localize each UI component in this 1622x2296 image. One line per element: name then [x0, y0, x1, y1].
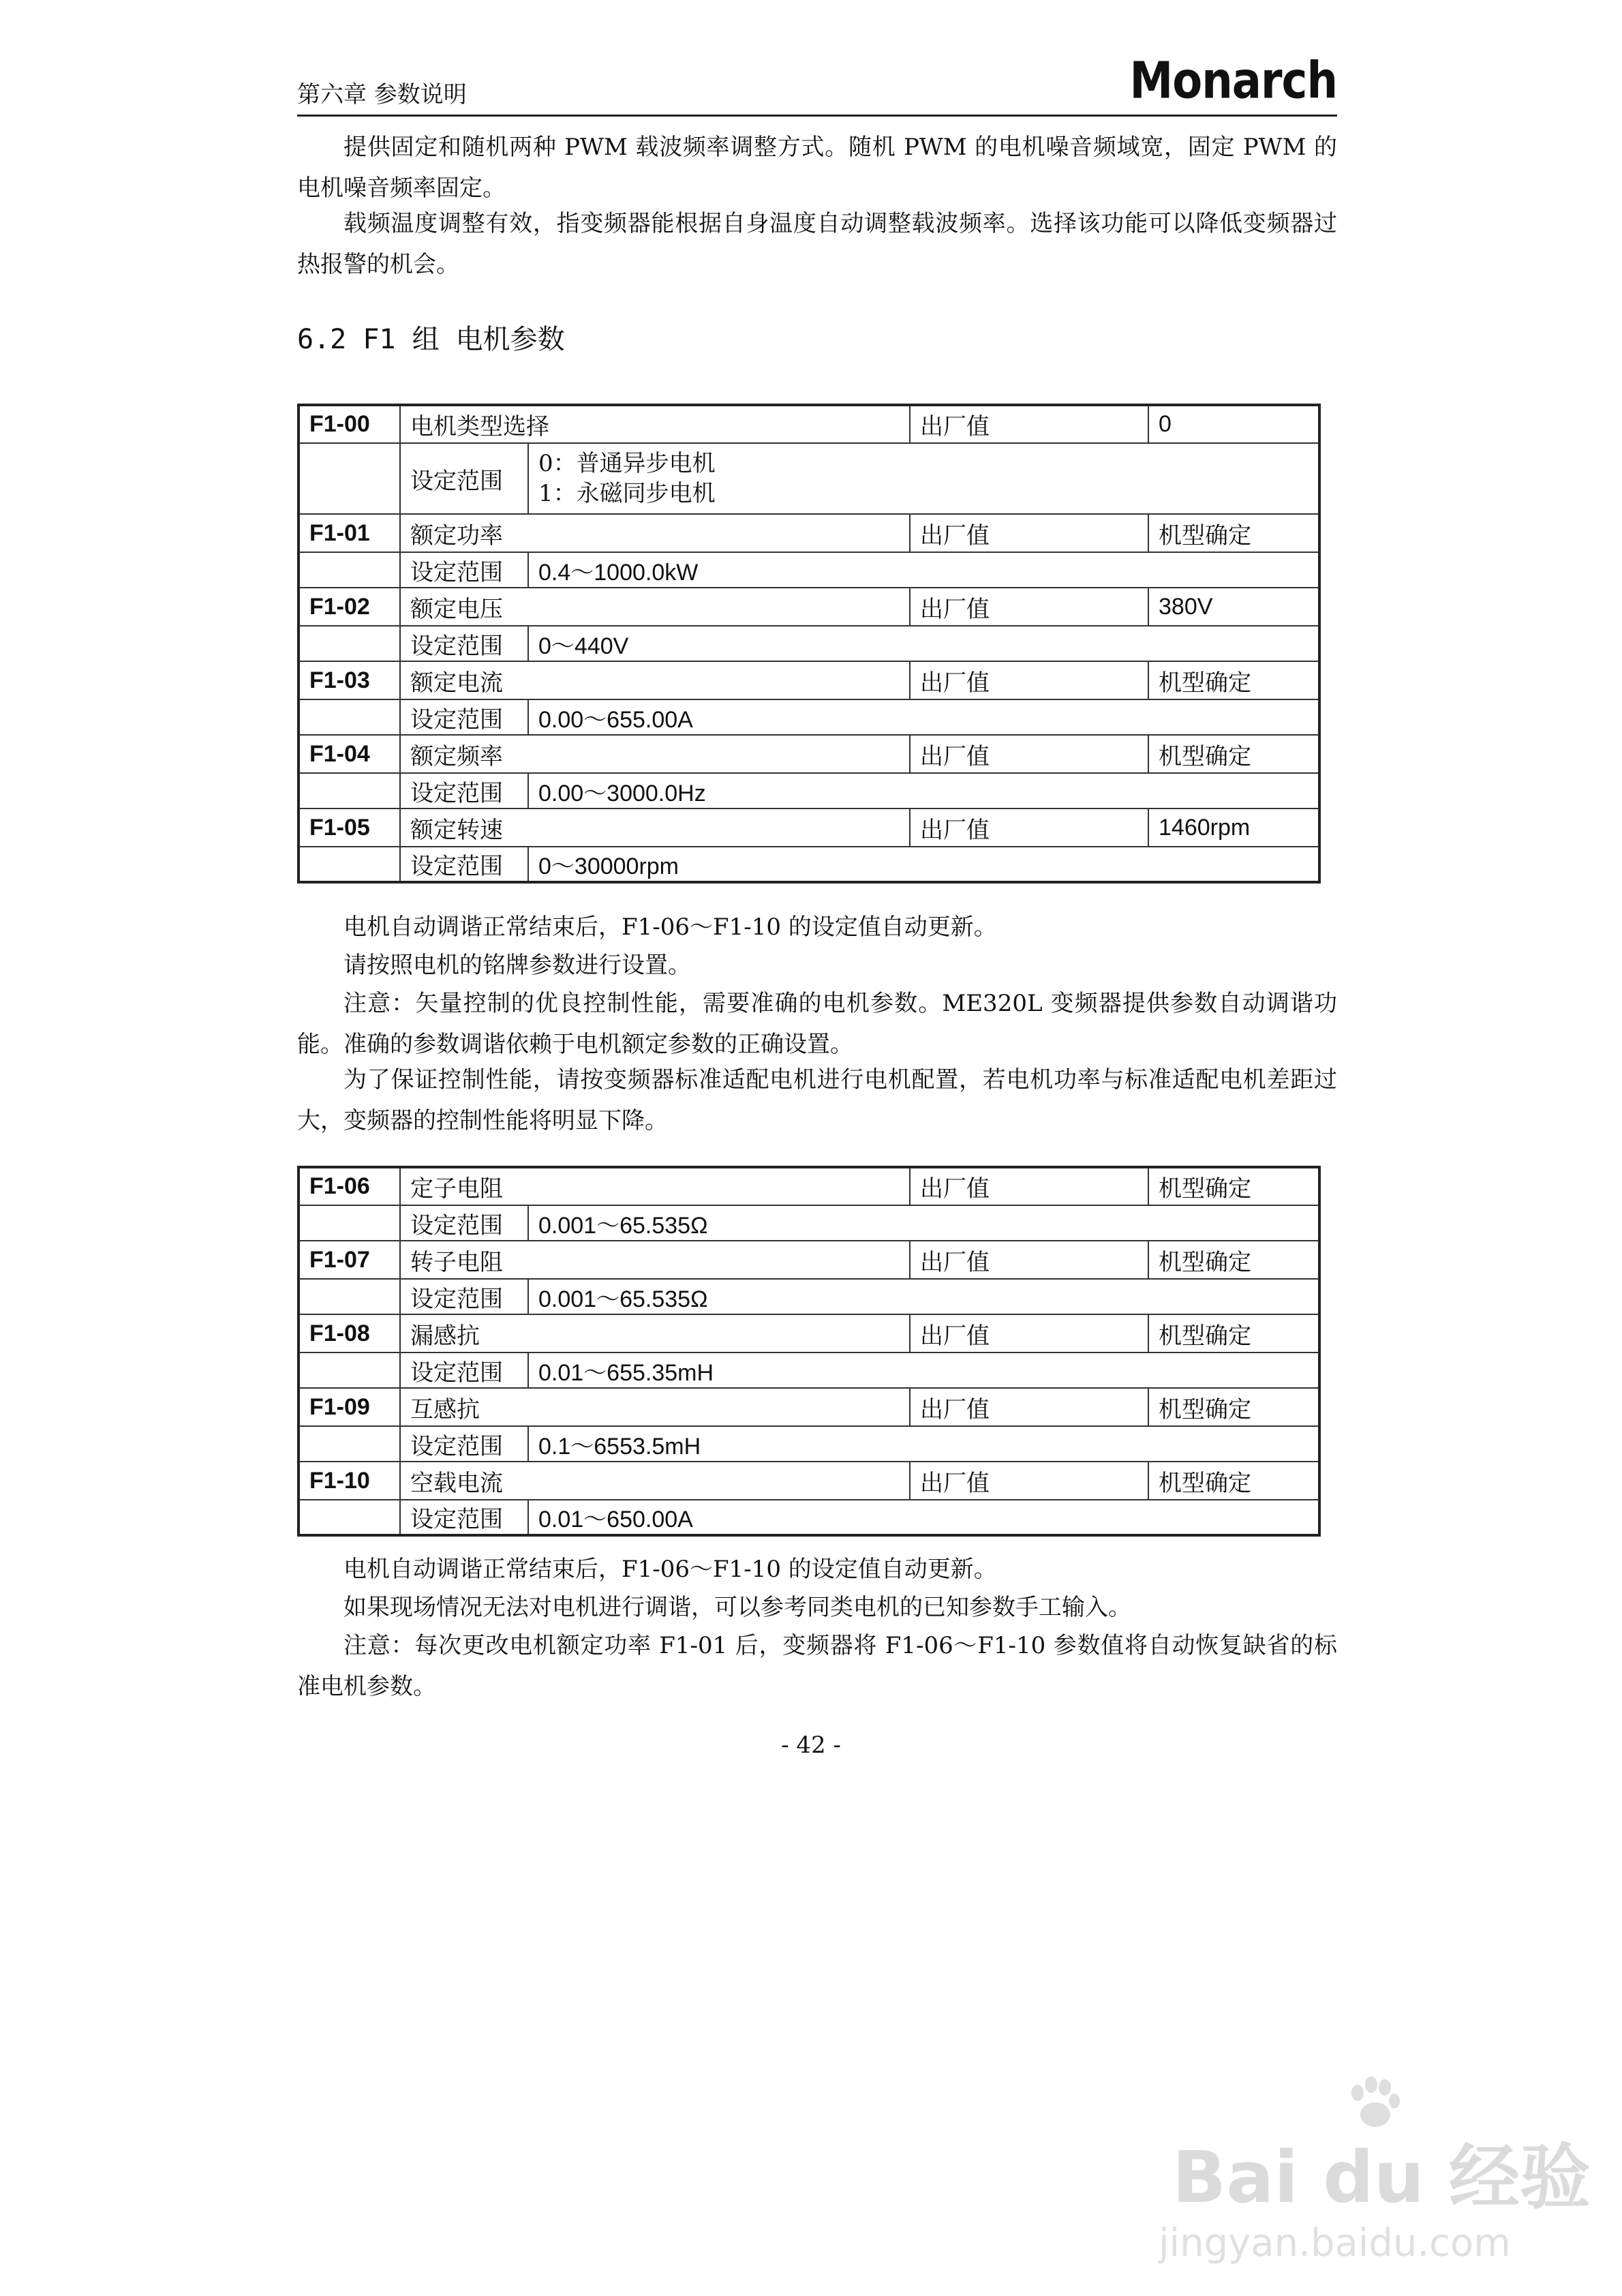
note-paragraph-3: 注意：矢量控制的优良控制性能，需要准确的电机参数。ME320L 变频器提供参数自动调谐功能。准确的参数调谐依赖于电机额定参数的正确设置。	[297, 990, 1337, 1058]
header-divider	[297, 115, 1337, 117]
range-value: 0.01～650.00A	[528, 1500, 1319, 1535]
factory-value: 0	[1148, 405, 1319, 443]
param-name: 额定电流	[400, 661, 910, 699]
range-row-f1-02	[299, 626, 1319, 661]
param-code: F1-06	[299, 1167, 400, 1205]
param-name: 转子电阻	[400, 1241, 910, 1279]
factory-label: 出厂值	[910, 514, 1148, 552]
param-row-f1-06	[299, 1167, 1319, 1205]
factory-value: 1460rpm	[1148, 809, 1319, 847]
range-label: 设定范围	[400, 626, 528, 661]
range-options	[528, 443, 1319, 514]
factory-label: 出厂值	[910, 1167, 1148, 1205]
param-code: F1-08	[299, 1314, 400, 1353]
empty-cell	[299, 847, 400, 882]
range-row-f1-08	[299, 1353, 1319, 1388]
empty-cell	[299, 773, 400, 809]
factory-label: 出厂值	[910, 1462, 1148, 1500]
param-code: F1-10	[299, 1462, 400, 1500]
range-label: 设定范围	[400, 847, 528, 882]
baidu-watermark	[1118, 2072, 1595, 2277]
factory-value: 380V	[1148, 588, 1319, 626]
range-row-f1-03	[299, 699, 1319, 735]
range-row-f1-07	[299, 1279, 1319, 1314]
note-paragraph-6: 如果现场情况无法对电机进行调谐，可以参考同类电机的已知参数手工输入。	[343, 1594, 1131, 1621]
range-row-f1-10	[299, 1500, 1319, 1535]
factory-label: 出厂值	[910, 735, 1148, 773]
factory-value: 机型确定	[1148, 661, 1319, 699]
range-value: 0.4～1000.0kW	[528, 552, 1319, 588]
param-code: F1-07	[299, 1241, 400, 1279]
empty-cell	[299, 1205, 400, 1241]
param-name: 漏感抗	[400, 1314, 910, 1353]
empty-cell	[299, 1426, 400, 1462]
param-name: 互感抗	[400, 1388, 910, 1426]
empty-cell	[299, 1353, 400, 1388]
factory-label: 出厂值	[910, 1241, 1148, 1279]
empty-cell	[299, 552, 400, 588]
range-row-f1-04	[299, 773, 1319, 809]
param-name: 空载电流	[400, 1462, 910, 1500]
range-label: 设定范围	[400, 552, 528, 588]
intro-paragraph-2: 载频温度调整有效，指变频器能根据自身温度自动调整载波频率。选择该功能可以降低变频器过热报警的机会。	[297, 210, 1337, 278]
range-value: 0～30000rpm	[528, 847, 1319, 882]
range-value: 0.01～655.35mH	[528, 1353, 1319, 1388]
motor-params-table-2	[297, 1166, 1321, 1537]
note-paragraph-4: 为了保证控制性能，请按变频器标准适配电机进行电机配置，若电机功率与标准适配电机差距过大，变频器的控制性能将明显下降。	[297, 1066, 1337, 1134]
chapter-title: 第六章 参数说明	[297, 81, 467, 108]
note-paragraph-5: 电机自动调谐正常结束后，F1-06～F1-10 的设定值自动更新。	[343, 1556, 997, 1583]
param-row-f1-05	[299, 809, 1319, 847]
factory-label: 出厂值	[910, 1314, 1148, 1353]
factory-value: 机型确定	[1148, 1462, 1319, 1500]
param-row-f1-01	[299, 514, 1319, 552]
factory-value: 机型确定	[1148, 1388, 1319, 1426]
param-name: 额定功率	[400, 514, 910, 552]
factory-label: 出厂值	[910, 1388, 1148, 1426]
range-row-f1-01	[299, 552, 1319, 588]
section-title: 6.2 F1 组 电机参数	[297, 324, 565, 355]
param-row-f1-09	[299, 1388, 1319, 1426]
range-value: 0.001～65.535Ω	[528, 1205, 1319, 1241]
range-value: 0.001～65.535Ω	[528, 1279, 1319, 1314]
monarch-logo: Monarch	[1129, 52, 1337, 110]
range-label: 设定范围	[400, 1205, 528, 1241]
empty-cell	[299, 1279, 400, 1314]
factory-label: 出厂值	[910, 588, 1148, 626]
page-header	[297, 52, 1337, 115]
option-0: 0：普通异步电机	[538, 450, 716, 477]
range-value: 0～440V	[528, 626, 1319, 661]
param-name: 额定频率	[400, 735, 910, 773]
param-code: F1-01	[299, 514, 400, 552]
param-row-f1-07	[299, 1241, 1319, 1279]
param-code: F1-02	[299, 588, 400, 626]
option-1: 1：永磁同步电机	[538, 480, 716, 507]
param-row-f1-08	[299, 1314, 1319, 1353]
factory-value: 机型确定	[1148, 1167, 1319, 1205]
param-code: F1-09	[299, 1388, 400, 1426]
range-label: 设定范围	[400, 1279, 528, 1314]
watermark-url: jingyan.baidu.com	[1159, 2221, 1511, 2265]
empty-cell	[299, 443, 400, 514]
page-number: - 42 -	[781, 1732, 841, 1759]
factory-label: 出厂值	[910, 405, 1148, 443]
note-paragraph-1: 电机自动调谐正常结束后，F1-06～F1-10 的设定值自动更新。	[343, 913, 997, 941]
range-row-f1-00	[299, 443, 1319, 514]
note-paragraph-7: 注意：每次更改电机额定功率 F1-01 后，变频器将 F1-06～F1-10 参数值将自动恢复缺省的标准电机参数。	[297, 1632, 1337, 1700]
factory-label: 出厂值	[910, 809, 1148, 847]
param-name: 电机类型选择	[400, 405, 910, 443]
empty-cell	[299, 699, 400, 735]
empty-cell	[299, 1500, 400, 1535]
param-code: F1-00	[299, 405, 400, 443]
param-name: 额定电压	[400, 588, 910, 626]
range-label: 设定范围	[400, 699, 528, 735]
range-row-f1-09	[299, 1426, 1319, 1462]
range-label: 设定范围	[400, 1426, 528, 1462]
range-value: 0.1～6553.5mH	[528, 1426, 1319, 1462]
range-row-f1-05	[299, 847, 1319, 882]
range-label: 设定范围	[400, 1500, 528, 1535]
empty-cell	[299, 626, 400, 661]
range-value: 0.00～3000.0Hz	[528, 773, 1319, 809]
param-code: F1-04	[299, 735, 400, 773]
factory-label: 出厂值	[910, 661, 1148, 699]
intro-paragraph-1: 提供固定和随机两种 PWM 载波频率调整方式。随机 PWM 的电机噪音频域宽，固定 PWM 的电机噪音频率固定。	[297, 134, 1337, 202]
param-name: 额定转速	[400, 809, 910, 847]
range-row-f1-06	[299, 1205, 1319, 1241]
watermark-brand: Bai du 经验	[1172, 2136, 1591, 2219]
range-label: 设定范围	[400, 443, 528, 514]
factory-value: 机型确定	[1148, 1241, 1319, 1279]
param-code: F1-05	[299, 809, 400, 847]
motor-params-table-1	[297, 404, 1321, 883]
param-code: F1-03	[299, 661, 400, 699]
range-label: 设定范围	[400, 1353, 528, 1388]
note-paragraph-2: 请按照电机的铭牌参数进行设置。	[343, 952, 691, 979]
factory-value: 机型确定	[1148, 514, 1319, 552]
param-row-f1-04	[299, 735, 1319, 773]
range-value: 0.00～655.00A	[528, 699, 1319, 735]
range-label: 设定范围	[400, 773, 528, 809]
param-row-f1-10	[299, 1462, 1319, 1500]
param-name: 定子电阻	[400, 1167, 910, 1205]
factory-value: 机型确定	[1148, 735, 1319, 773]
param-row-f1-00	[299, 405, 1319, 443]
param-row-f1-03	[299, 661, 1319, 699]
factory-value: 机型确定	[1148, 1314, 1319, 1353]
param-row-f1-02	[299, 588, 1319, 626]
